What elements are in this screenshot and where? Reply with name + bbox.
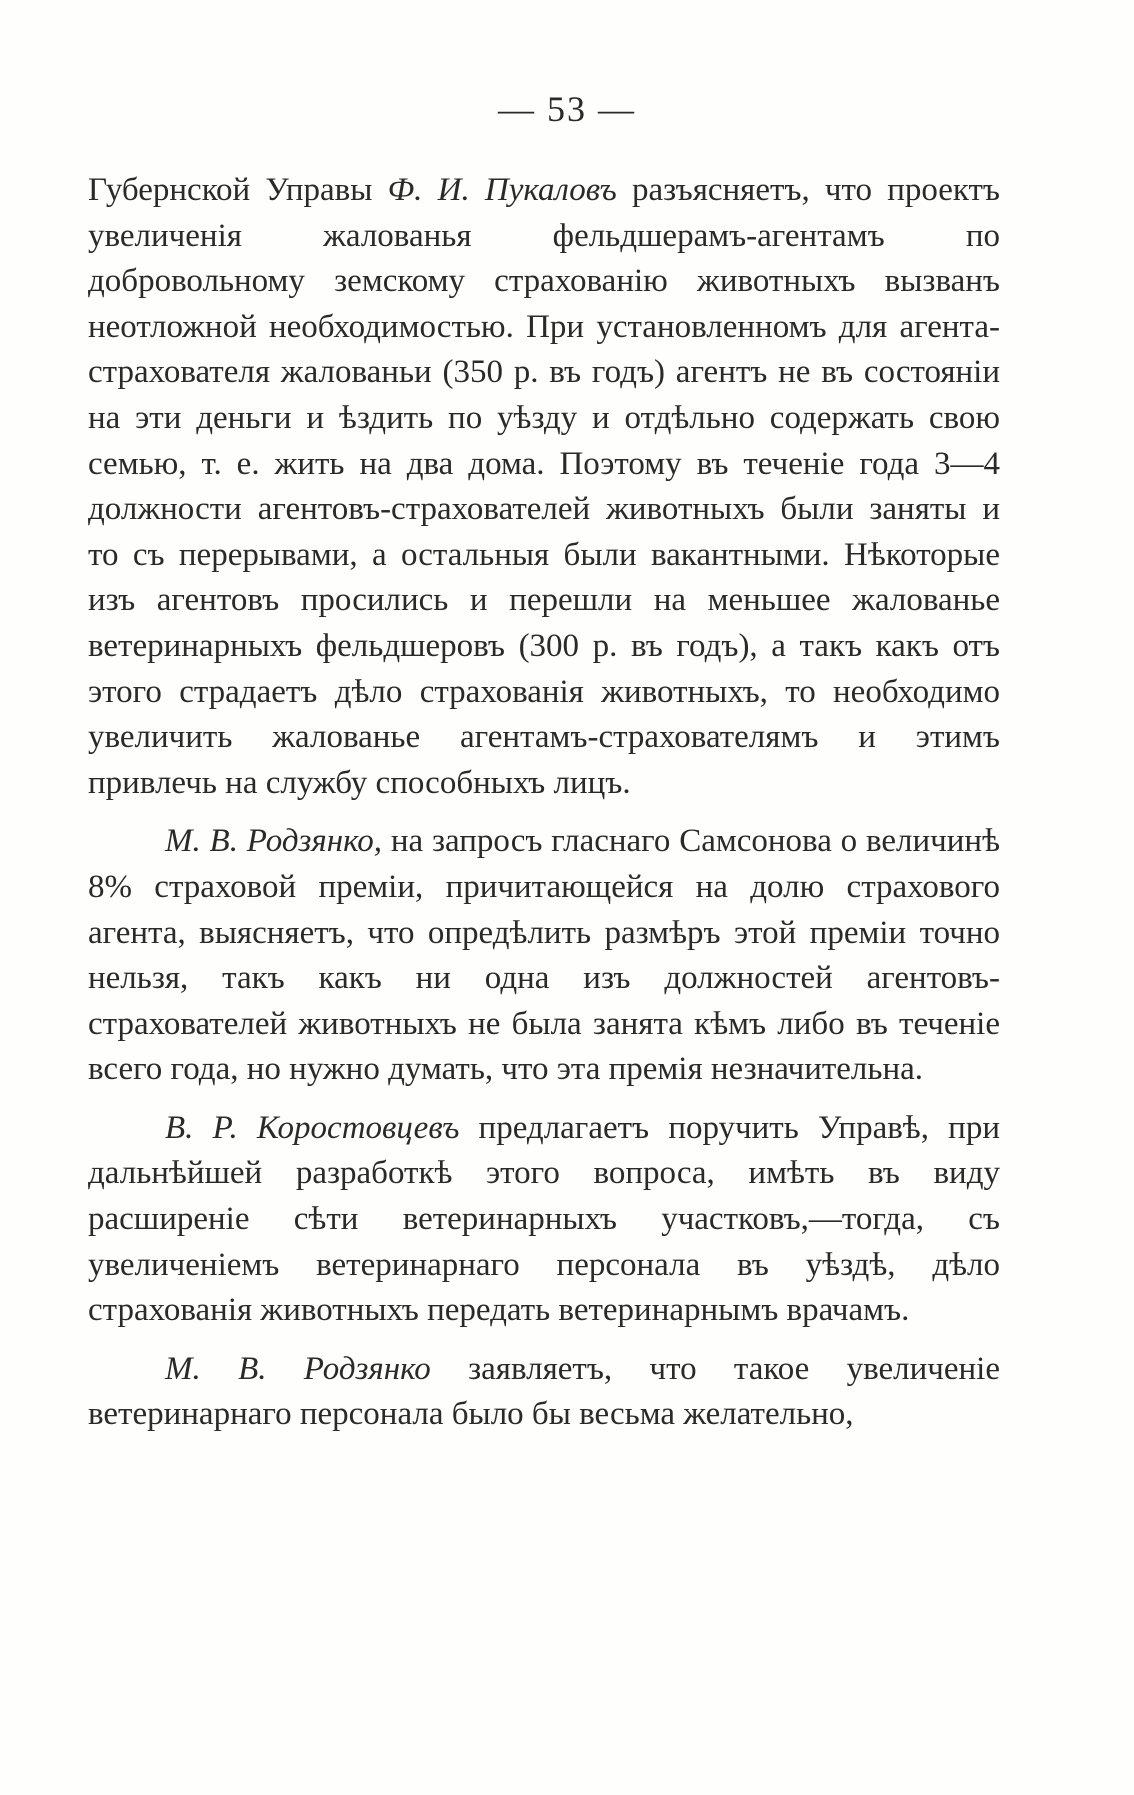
paragraph-4-text: заявляетъ, что такое увеличеніе ветеринарнаго персонала было бы весьма желательно, — [88, 1350, 1000, 1433]
paragraph-4-speaker: М. В. Родзянко — [165, 1350, 431, 1387]
page-number: — 53 — — [498, 89, 636, 129]
paragraph-3-speaker: В. Р. Коростовцевъ — [165, 1109, 460, 1146]
paragraph-3-text: предлагаетъ поручить Управѣ, при дальнѣйшей разработкѣ этого вопроса, имѣть въ виду расширеніе сѣти ветеринарныхъ участковъ,—тогда, съ увеличеніемъ ветеринарнаго персонала въ уѣздѣ, дѣло страхованія животныхъ передать ветеринарнымъ врачамъ. — [88, 1109, 1000, 1329]
paragraph-3 — [88, 1106, 1000, 1334]
paragraph-2-speaker: М. В. Родзянко, — [165, 823, 383, 860]
paragraph-4 — [88, 1347, 1000, 1438]
paragraph-2-text: на запросъ гласнаго Самсонова о величинѣ 8% страховой преміи, причитающейся на долю страхового агента, выясняетъ, что опредѣлить размѣръ этой преміи точно нельзя, такъ какъ ни одна изъ должностей агентовъ-страхователей животныхъ не была занята кѣмъ либо въ теченіе всего года, но нужно думать, что эта премія незначительна. — [88, 823, 1000, 1088]
paragraph-2 — [88, 819, 1000, 1093]
paragraph-1-text: Губернской Управы Ф. И. Пукаловъ разъясняетъ, что проектъ увеличенія жалованья фельдшерамъ-агентамъ по добровольному земскому страхованію животныхъ вызванъ неотложной необходимостью. При установленномъ для агента-страхователя жалованьи (350 р. въ годъ) агентъ не въ состояніи на эти деньги и ѣздить по уѣзду и отдѣльно содержать свою семью, т. е. жить на два дома. Поэтому въ теченіе года 3—4 должности агентовъ-страхователей животныхъ были заняты и то съ перерывами, а остальныя были вакантными. Нѣкоторые изъ агентовъ просились и перешли на меньшее жалованье ветеринарныхъ фельдшеровъ (300 р. въ годъ), а такъ какъ отъ этого страдаетъ дѣло страхованія животныхъ, то необходимо увеличить жалованье агентамъ-страхователямъ и этимъ привлечь на службу способныхъ лицъ. — [88, 172, 1001, 801]
paragraph-1 — [88, 168, 1000, 806]
paragraph-1-speaker: Ф. И. Пукаловъ — [387, 172, 617, 208]
body-text — [88, 168, 1000, 1438]
